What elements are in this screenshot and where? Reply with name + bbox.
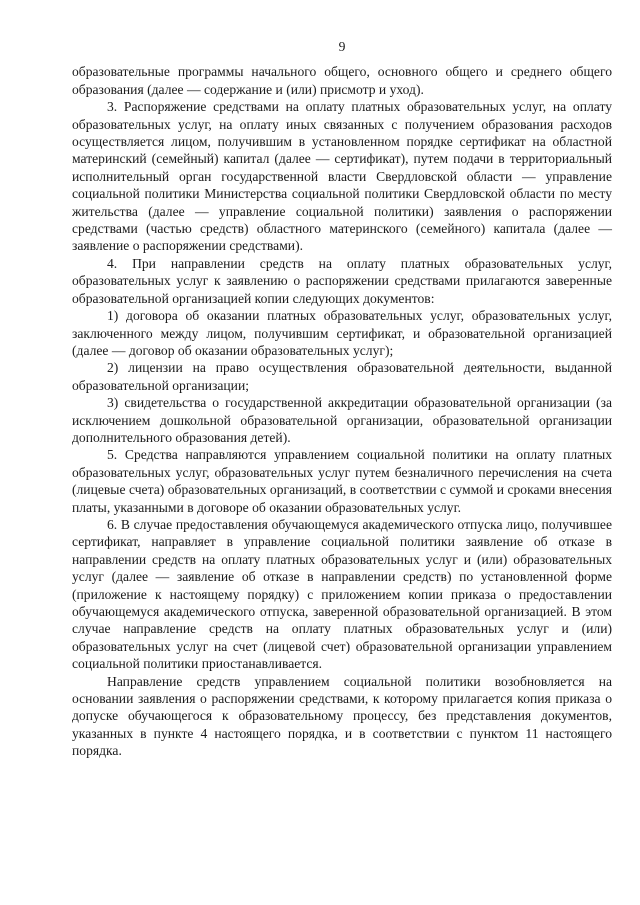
document-page: [72, 38, 612, 760]
paragraph-item-3: 3. Распоряжение средствами на оплату платных образовательных услуг, на оплату образовательных услуг, на оплату иных связанных с получением образования расходов осуществляется лицом, получившим в установленном порядке сертификат на областной материнский (семейный) капитал (далее — сертификат), путем подачи в территориальный исполнительный орган государственной власти Свердловской области — управление социальной политики Министерства социальной политики Свердловской области по месту жительства (далее — управление социальной политики) заявления о распоряжении средствами (частью средств) областного материнского (семейного) капитала (далее — заявление о распоряжении средствами).: [72, 99, 612, 254]
page-number: 9: [338, 39, 346, 54]
paragraph-item-6-continued: Направление средств управлением социальной политики возобновляется на основании заявления о распоряжении средствами, к которому прилагается копия приказа о допуске обучающегося к образовательному процессу, без представления документов, указанных в пункте 4 настоящего порядка, и в соответствии с пунктом 11 настоящего порядка.: [72, 673, 612, 759]
subitem-4-1: 1) договора об оказании платных образовательных услуг, образовательных услуг, заключенного между лицом, получившим сертификат, и образовательной организацией (далее — договор об оказании образовательных услуг);: [72, 308, 612, 358]
paragraph-item-6: 6. В случае предоставления обучающемуся академического отпуска лицо, получившее сертификат, направляет в управление социальной политики заявление об отказе в направлении средств на оплату платных образовательных услуг и (или) образовательных услуг (далее — заявление об отказе в направлении средств) по установленной форме (приложение к настоящему порядку) с приложением копии приказа о предоставлении обучающемуся академического отпуска, заверенной образовательной организацией. В этом случае направление средств на оплату платных образовательных услуг и (или) образовательных услуг на счет (лицевой счет) образовательной организации управлением социальной политики приостанавливается.: [72, 516, 612, 672]
paragraph-item-5: 5. Средства направляются управлением социальной политики на оплату платных образовательных услуг, образовательных услуг путем безналичного перечисления на счета (лицевые счета) образовательных организаций, в соответствии с суммой и сроками внесения платы, указанными в договоре об оказании образовательных услуг.: [72, 447, 612, 515]
paragraph-item-4: 4. При направлении средств на оплату платных образовательных услуг, образовательных услуг к заявлению о распоряжении средствами прилагаются заверенные образовательной организацией копии следующих документов:: [72, 255, 612, 306]
subitem-4-3: 3) свидетельства о государственной аккредитации образовательной организации (за исключением дошкольной образовательной организации, образовательной организации дополнительного образования детей).: [72, 395, 612, 445]
subitem-4-2: 2) лицензии на право осуществления образовательной деятельности, выданной образовательной организации;: [72, 360, 612, 393]
paragraph-continuation: образовательные программы начального общего, основного общего и среднего общего образования (далее — содержание и (или) присмотр и уход).: [72, 64, 612, 97]
